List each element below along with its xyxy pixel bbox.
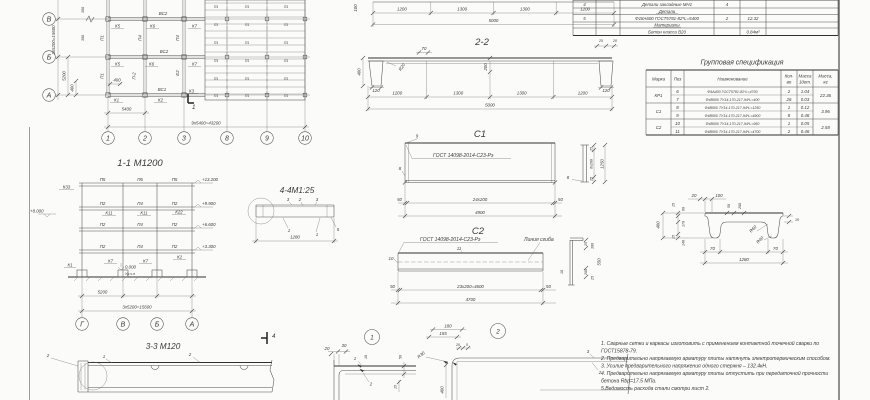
- elevation-axis: Б: [154, 321, 160, 329]
- leader-label: 1: [353, 356, 357, 361]
- column-label: К7: [107, 258, 114, 264]
- dim-label: 15: [393, 385, 398, 389]
- section22-title: 2-2: [475, 37, 489, 48]
- dim-label: 9х5400=43200: [191, 120, 221, 126]
- dim-label: 1200: [392, 90, 403, 96]
- cell-qty: 2: [787, 89, 791, 94]
- group-spec-headers: [652, 74, 833, 85]
- dim-label: 20: [324, 346, 330, 351]
- beam-label: ВС2: [158, 11, 168, 16]
- column-label: К6: [149, 23, 156, 29]
- elevation-axis: В: [120, 321, 126, 329]
- level-label: +13.200: [202, 176, 218, 182]
- col-header: во: [786, 79, 792, 85]
- note-line: бетона Rbp=17.5 МПа.: [601, 378, 657, 385]
- cell-marka: С1: [655, 109, 662, 114]
- cell-pos: 11: [675, 129, 680, 134]
- spec-qty: 4: [725, 2, 729, 7]
- dim-label: 15: [671, 203, 676, 207]
- detail44-title: 4-4М1:25: [279, 186, 315, 195]
- slab-panel-label: П1: [213, 23, 219, 27]
- beam-label: П2: [99, 201, 106, 206]
- c1-labels: [397, 129, 604, 215]
- cell-mass-total: 3.96: [821, 109, 830, 114]
- dim-label: 1300: [516, 90, 527, 96]
- col-header: 1дет.: [798, 79, 812, 85]
- plate-labels: [656, 193, 800, 262]
- col-header: Кол-: [784, 73, 794, 79]
- dim-label: 50: [558, 197, 563, 202]
- column-label: К1: [113, 97, 120, 103]
- cell-qty: 8: [787, 113, 791, 118]
- column-label: К5: [114, 23, 121, 29]
- dim-label: 50: [727, 204, 731, 208]
- dim-label: 25: [584, 242, 588, 246]
- dim-label: 20: [691, 193, 697, 198]
- column-label: К1: [67, 262, 73, 268]
- column-label: К2: [157, 97, 164, 103]
- dim-label: 100: [715, 193, 723, 198]
- note-line: ГОСТ15878-79.: [601, 348, 638, 355]
- elevation-axis: Г: [80, 321, 84, 329]
- dim-label: 70: [421, 46, 427, 51]
- strip-labels: [353, 4, 591, 23]
- dim-label: 15: [671, 235, 676, 239]
- slab-panel-label: П1: [213, 77, 219, 81]
- dim-label: 200: [483, 63, 488, 71]
- leader-label: 2: [369, 381, 373, 387]
- dim-label: 23х200=4600: [457, 284, 484, 289]
- detail44-labels: [280, 186, 340, 240]
- leader-label: 11: [456, 246, 462, 251]
- dim-label: 5: [466, 343, 468, 347]
- dim-label: 1300: [520, 6, 530, 12]
- gost-label: ГОСТ 14098-2014-С23-Рэ: [433, 153, 494, 159]
- section33-labels: [46, 333, 276, 359]
- group-spec-rows: [655, 89, 832, 134]
- dim-label: 60: [681, 207, 686, 211]
- cell-pos: 8: [676, 105, 679, 110]
- slab-panel-label: П1: [213, 59, 219, 63]
- leader-label: 8: [398, 166, 402, 171]
- cell-pos: 9: [676, 113, 679, 118]
- beam-label: П4: [137, 222, 143, 227]
- column-label: К22: [175, 209, 183, 215]
- dim-label: 140: [681, 240, 686, 246]
- group-spec-title: Групповая спецификация: [700, 59, 784, 67]
- radius-label: R60: [748, 224, 758, 234]
- level-label: +9.900: [202, 200, 216, 206]
- beam-label: П2: [171, 222, 178, 227]
- dim-label: 50: [546, 284, 551, 289]
- slab-panel-label: П1: [213, 94, 219, 98]
- spec-mass: 12.32: [747, 16, 759, 21]
- dim-label: 4900: [475, 210, 485, 215]
- dim-label: 5000: [485, 102, 495, 108]
- col-header: Наименование: [717, 76, 748, 82]
- beam-label: П2: [171, 201, 178, 206]
- beam-label: П6: [137, 177, 143, 182]
- dim-label: 5200: [61, 71, 67, 81]
- slab-panel-label: П1: [283, 41, 289, 45]
- slab-panel-label: П1: [283, 5, 289, 9]
- spec-table-content: [583, 2, 760, 34]
- level-label: +8.000: [30, 208, 44, 214]
- radius-label: R30: [416, 350, 426, 360]
- column-label: К6: [148, 61, 155, 67]
- leader-label: 2: [298, 197, 302, 202]
- leader-label: 10: [388, 256, 394, 261]
- col-header: Поз: [673, 76, 682, 82]
- panel-label: П4: [175, 35, 180, 41]
- fold-line-label: Линия сгиба: [524, 237, 554, 243]
- leader-label: 1: [102, 354, 106, 359]
- plan-axis-col: 9: [265, 135, 269, 143]
- dim-label: 50: [397, 197, 402, 202]
- c2-linework: [388, 238, 588, 305]
- dim-label: 30: [341, 343, 347, 348]
- cell-mass1: 0.05: [800, 121, 810, 126]
- node2-linework: [426, 324, 630, 400]
- node1-labels: [324, 335, 403, 390]
- panel-label: П4: [137, 35, 143, 41]
- beam-label: П5: [99, 177, 106, 182]
- cell-qty: 1: [787, 105, 791, 110]
- leader-label: 2: [598, 370, 602, 375]
- spec-pos: 4: [583, 2, 586, 7]
- col-header: кг: [823, 79, 828, 85]
- dim-label: 1200: [580, 6, 590, 12]
- beam-label: П4: [137, 244, 143, 249]
- cell-marka: КР1: [654, 93, 663, 98]
- leader-label: 9: [415, 133, 419, 139]
- dim-label: 1200: [397, 6, 407, 12]
- c2-title: С2: [471, 226, 485, 237]
- cell-mass1: 0.46: [800, 129, 810, 134]
- dim-label: 180: [444, 323, 452, 329]
- col-header: Масса: [798, 73, 812, 79]
- slab-panel-label: П1: [213, 41, 219, 45]
- cell-qty: 2: [787, 129, 791, 134]
- plan-axis-row: В: [46, 16, 52, 24]
- dim-label: 20: [456, 343, 460, 347]
- slab-panel-label: П1: [244, 94, 250, 98]
- dim-label: 400: [69, 84, 75, 92]
- cell-mass1: 0.03: [800, 97, 810, 102]
- col-header: Масса,: [818, 73, 833, 79]
- dim-label: 3х5200=15600: [122, 304, 152, 310]
- spec-qty: 2: [725, 16, 729, 21]
- dim-label: 1280: [290, 234, 300, 240]
- gost-label: ГОСТ 14098-2014-С23-Рэ: [420, 237, 481, 243]
- slab-panel-label: П1: [283, 94, 289, 98]
- dim-label: 4700: [465, 297, 476, 302]
- dim-label: 300: [590, 243, 595, 249]
- beam-label: ВС2: [159, 49, 169, 54]
- spec-mass: 0.84м³: [746, 29, 760, 35]
- dim-label: 6х200: [589, 159, 594, 169]
- section-mark-label: 1: [192, 104, 196, 111]
- dim-label: 1300: [453, 90, 464, 96]
- column-label: К11: [105, 210, 113, 216]
- dim-label: 25: [589, 147, 594, 151]
- plan-axis-col: 1: [106, 135, 110, 143]
- slab-panel-label: П1: [283, 59, 289, 63]
- leader-label: 1: [287, 228, 291, 233]
- note-line: 1. Сварные сетки и каркасы изготовить с применением контактной точечной сварки по: [601, 341, 820, 347]
- leader-label: 5: [336, 227, 340, 232]
- beam-label: П2: [99, 222, 106, 227]
- panel-label: П1: [99, 73, 105, 79]
- leader-label: 1: [315, 232, 319, 237]
- leader-label: 8: [566, 175, 570, 180]
- dim-label: 50: [390, 284, 395, 289]
- node-number: 1: [370, 334, 374, 342]
- c1-title: С1: [473, 129, 487, 140]
- leader-label: 2: [188, 352, 192, 357]
- panel-label: П-2: [131, 72, 137, 80]
- section33-title: 3-3 М120: [145, 342, 181, 351]
- dim-label: 20: [613, 39, 617, 43]
- node-number: 2: [496, 328, 500, 336]
- cell-mass1: 0.48: [800, 113, 810, 118]
- beam-label: ВС1: [157, 87, 167, 92]
- dim-label: 25: [599, 39, 603, 43]
- dim-label: 1280: [739, 257, 749, 262]
- dim-label: 5400: [121, 106, 132, 112]
- column-label: К3: [188, 88, 195, 94]
- slab-panel-label: П1: [283, 23, 289, 27]
- dim-label: 400: [113, 77, 121, 83]
- slab-panel-label: П1: [244, 5, 250, 9]
- beam-label: П5: [171, 177, 178, 182]
- slab-panel-label: П1: [244, 41, 250, 45]
- radius-label: R20: [397, 62, 407, 72]
- spec-group: Материалы: [654, 22, 680, 28]
- plan-axis-col: 3: [182, 135, 186, 143]
- level-label: 0.000: [125, 264, 136, 270]
- level-note: Ур.ч.п: [125, 272, 136, 276]
- dim-label: 5200: [97, 289, 108, 295]
- dim-label: 3х5200=15600: [51, 25, 56, 55]
- plan-axis-row: Б: [46, 54, 52, 62]
- leader-label: 2: [46, 353, 50, 358]
- plan-axis-col: 2: [143, 135, 147, 143]
- cell-pos: 7: [676, 97, 679, 102]
- node2-labels: [416, 324, 601, 394]
- dim-label: 1300: [457, 6, 468, 12]
- dim-label: 100: [353, 4, 358, 12]
- dim-label: 10: [560, 270, 564, 274]
- cell-mass-total: 22.36: [820, 93, 831, 98]
- dim-label: 70: [710, 246, 715, 251]
- column-label: К7: [142, 258, 149, 264]
- dim-label: 1200: [577, 90, 588, 96]
- note-line: 3. Усилие предварительного напряжения одного стержня – 132.4кН.: [601, 363, 768, 370]
- cell-qty: 1: [787, 121, 791, 126]
- c1-linework: [398, 139, 607, 219]
- cell-name: Ф4В500 ТУ14-170-217-94*L=4700: [704, 130, 761, 134]
- dim-label: 50: [398, 355, 403, 359]
- column-label: К2: [176, 254, 183, 260]
- slab-panel-label: П1: [244, 23, 250, 27]
- spec-name: Ф18А600 ГОСТ5781-82*L=5400: [635, 16, 699, 21]
- leader-label: 3: [586, 349, 590, 354]
- cell-name: Ф4В500 ТУ14-170-217-94*L=4900: [704, 114, 761, 118]
- note-line: 2. Предварительно напрягаемую арматуру плиты натянуть электротермическим способом.: [601, 356, 831, 362]
- cell-mass1: 0.12: [800, 105, 810, 110]
- section-mark-label: 4: [272, 333, 276, 340]
- column-label: К7: [191, 61, 198, 67]
- elevation-title: 1-1 М1200: [117, 158, 163, 169]
- spec-group: Детали: [658, 9, 676, 14]
- column-label: К11: [140, 210, 148, 216]
- notes-block: [600, 340, 831, 392]
- dim-label: 120: [602, 88, 610, 93]
- dim-label: 550: [596, 258, 602, 266]
- radius-label: R40: [755, 235, 765, 245]
- spec-pos: 5: [583, 16, 586, 21]
- dim-label: 400: [356, 68, 362, 76]
- dim-label: 15: [795, 218, 799, 222]
- cell-qty: 26: [786, 97, 792, 102]
- beam-label: П2: [171, 244, 178, 249]
- column-label: К7: [191, 23, 198, 29]
- slab-panel-label: П1: [213, 5, 219, 9]
- plan-axis-col: 10: [301, 135, 309, 143]
- dim-label: 155: [439, 331, 447, 336]
- dim-label: 400: [655, 221, 661, 229]
- spec-name: Бетон класса В20: [648, 29, 686, 35]
- dim-label: 25: [590, 276, 595, 280]
- dim-label: 300: [81, 35, 85, 41]
- column-label: К33: [62, 184, 71, 190]
- cell-pos: 10: [675, 121, 680, 126]
- slab-panel-label: П1: [283, 77, 289, 81]
- dim-label: 10: [364, 355, 368, 359]
- group-spec: [646, 60, 838, 136]
- cell-name: Ф6А400 ГОСТ5781-82*L=4700: [707, 90, 758, 94]
- dim-label: 170: [681, 221, 686, 227]
- note-line: 4. Предварительно напрягаемую арматуру плиты отпустить при передаточной прочности: [601, 371, 829, 377]
- leader-label: 3: [315, 197, 319, 202]
- cell-mass-total: 2.58: [821, 125, 830, 130]
- c2-labels: [389, 226, 602, 302]
- spec-table-linework: [573, 0, 838, 36]
- dim-label: 120: [372, 88, 380, 93]
- leader-label: 3: [286, 197, 290, 202]
- cell-name: Ф4В500 ТУ14-170-217-94*L=950: [705, 122, 760, 126]
- dim-label: 70: [773, 246, 778, 251]
- plan-axis-row: А: [46, 92, 52, 100]
- section33-linework: [51, 332, 274, 392]
- plan-labels: [46, 5, 309, 143]
- cell-pos: 6: [676, 89, 679, 94]
- spec-name: Детали закладные МН1: [641, 2, 693, 7]
- dim-label: 24х200: [472, 197, 488, 202]
- dim-label: 200: [738, 203, 742, 209]
- elevation-labels: [30, 158, 219, 329]
- section22-linework: [361, 44, 618, 111]
- dim-label: 300: [81, 7, 85, 13]
- elevation-axis: А: [189, 321, 195, 329]
- dim-label: 5000: [488, 18, 499, 23]
- panel-label: Е2: [175, 70, 180, 76]
- note-line: 5.Ведомость расхода стали смотри лист 2.: [601, 386, 710, 392]
- plan-axis-col: 8: [225, 135, 229, 143]
- dim-label: 25: [589, 177, 594, 181]
- col-header: Марка: [651, 76, 666, 82]
- beam-label: П2: [99, 244, 106, 249]
- panel-label: П1: [99, 35, 105, 41]
- cell-name: Ф4В500 ТУ14-170-217-94*L=1250: [704, 106, 761, 110]
- beam-label: П4: [137, 201, 143, 206]
- dim-label: 400: [439, 386, 445, 394]
- dim-label: 200: [584, 269, 588, 275]
- level-label: +6.600: [202, 221, 216, 227]
- cell-mass1: 1.04: [800, 89, 810, 94]
- cell-marka: С2: [655, 125, 662, 130]
- cell-name: Ф4В500 ТУ14-170-217-94*L=400: [705, 98, 760, 102]
- column-label: К5: [114, 61, 121, 67]
- slab-panel-label: П1: [244, 59, 250, 63]
- slab-panel-label: П1: [244, 77, 250, 81]
- dim-label: 1250: [599, 159, 605, 169]
- level-label: +3.300: [202, 243, 216, 249]
